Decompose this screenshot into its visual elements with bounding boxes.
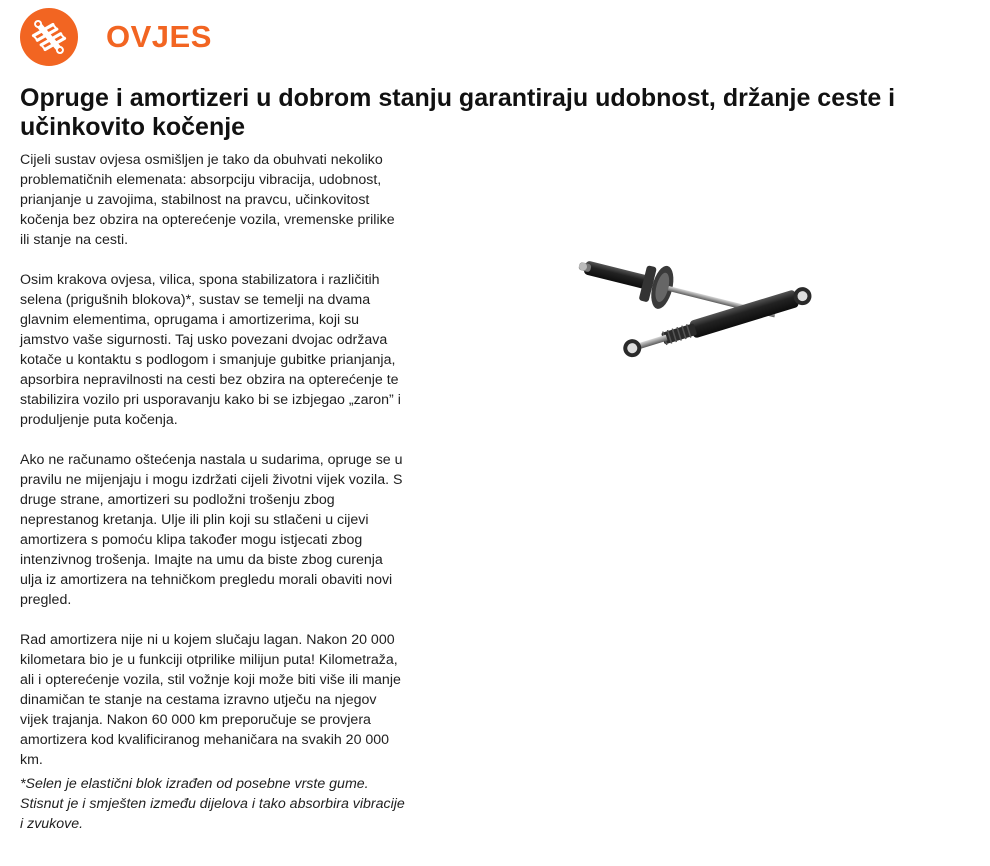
shock-absorbers-image — [572, 250, 822, 370]
paragraph: Cijeli sustav ovjesa osmišljen je tako da obuhvati nekoliko problematičnih elemenata: absorpciju vibracija, udobnost, prianjanje u zavojima, stabilnost na pravcu, učinkovitost kočenja bez obzira na opterećenje vozila, vremenske prilike ili stanje na cesti. — [20, 152, 395, 248]
suspension-spring-icon — [20, 8, 78, 66]
footnote: *Selen je elastični blok izrađen od posebne vrste gume. Stisnut je i smješten između dijelova i tako absorbira vibracije i zvukove. — [20, 776, 405, 832]
page-headline: Opruge i amortizeri u dobrom stanju garantiraju udobnost, držanje ceste i učinkovito kočenje — [20, 84, 896, 141]
paragraph: Osim krakova ovjesa, vilica, spona stabilizatora i različitih selena (prigušnih blokova)*, sustav se temelji na dvama glavnim elementima, oprugama i amortizerima, koji su jamstvo vaše sigurnosti. Taj usko povezani dvojac održava kotače u kontaktu s podlogom i smanjuje gubitke prianjanja, apsorbira nepravilnosti na cesti bez obzira na opterećenje te stabilizira vozilo pri usporavanju kako bi se izbjegao „zaron” i produljenje puta kočenja. — [20, 272, 401, 428]
section-header — [20, 7, 212, 67]
paragraph: Ako ne računamo oštećenja nastala u sudarima, opruge se u pravilu ne mijenjaju i mogu izdržati cijeli životni vijek vozila. S druge strane, amortizeri su podložni trošenju zbog neprestanog kretanja. Ulje ili plin koji su stlačeni u cijevi amortizera s pomoću klipa također mogu istjecati zbog intenzivnog trošenja. Imajte na umu da biste zbog curenja ulja iz amortizera na tehničkom pregledu morali obaviti novi pregled. — [20, 452, 403, 608]
paragraph: Rad amortizera nije ni u kojem slučaju lagan. Nakon 20 000 kilometara bio je u funkciji otprilike milijun puta! Kilometraža, ali i opterećenje vozila, stil vožnje koji može biti više ili manje dinamičan te stanje na cestama izravno utječu na njegov vijek trajanja. Nakon 60 000 km preporučuje se provjera amortizera kod kvalificiranog mehaničara na svakih 20 000 km. — [20, 632, 401, 768]
article-body — [20, 150, 405, 834]
section-title: OVJES — [106, 19, 212, 54]
